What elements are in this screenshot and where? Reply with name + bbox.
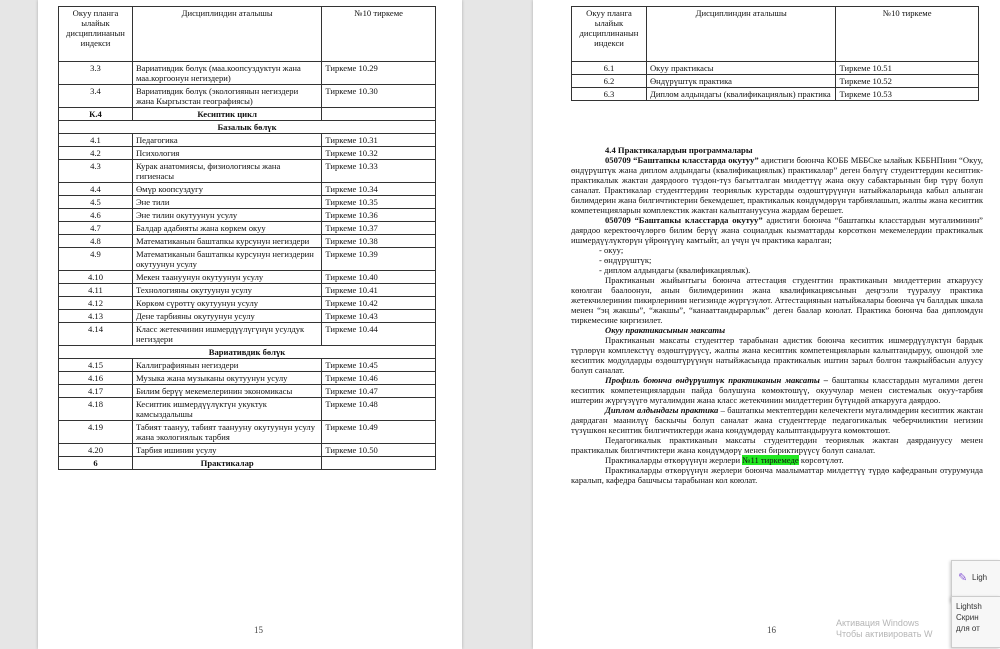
cell-name: Педагогика	[132, 134, 321, 147]
paragraph-text: Практикаларды өткөрүүнүн жерлери	[605, 455, 743, 465]
cell-name: Тарбия ишинин усулу	[132, 444, 321, 457]
table-row	[59, 160, 436, 183]
cell-appendix: Тиркеме 10.29	[322, 62, 436, 85]
cell-appendix: Тиркеме 10.49	[322, 421, 436, 444]
cell-name: Психология	[132, 147, 321, 160]
cell-name: Мекен таануунун окутуунун усулу	[132, 271, 321, 284]
paragraph	[571, 375, 983, 405]
table-row	[59, 310, 436, 323]
cell-name: Өндүрүштүк практика	[646, 75, 836, 88]
cell-index: 4.11	[59, 284, 133, 297]
cell-appendix: Тиркеме 10.35	[322, 196, 436, 209]
table-row	[59, 323, 436, 346]
paragraph-text: адистиги боюнча “баштапкы класстардын мугалиминин” даярдоо керектөөчүлөргө билим берүү жана социалдык кызматтарды көрсөткөн мекемелердин практикалык ишмердүүлүктөрүн үйрөнүүнү камтыйт, ал үчүн үч практика каралган;	[571, 215, 983, 245]
table-row	[59, 297, 436, 310]
table-row	[59, 85, 436, 108]
section-title: Базалык бөлүк	[59, 121, 436, 134]
cell-appendix: Тиркеме 10.46	[322, 372, 436, 385]
cell-appendix: Тиркеме 10.31	[322, 134, 436, 147]
cell-appendix: Тиркеме 10.47	[322, 385, 436, 398]
paragraph	[571, 215, 983, 245]
cell-appendix: Тиркеме 10.32	[322, 147, 436, 160]
cell-index: 4.6	[59, 209, 133, 222]
lightshot-toast[interactable]	[951, 596, 1000, 648]
cell-index: 4.7	[59, 222, 133, 235]
cell-index: 4.16	[59, 372, 133, 385]
cell-name: Вариативдик бөлүк (маа.коопсуздуктун жана маа.коргоонун негиздери)	[132, 62, 321, 85]
cell-index: 4.12	[59, 297, 133, 310]
header-appendix: №10 тиркеме	[322, 7, 436, 62]
cell-appendix: Тиркеме 10.43	[322, 310, 436, 323]
toast-text	[956, 601, 982, 634]
cell-name: Математиканын баштапкы курсунун негиздери	[132, 235, 321, 248]
cell-appendix: Тиркеме 10.51	[836, 62, 979, 75]
cell-index: 4.13	[59, 310, 133, 323]
cell-index: 3.3	[59, 62, 133, 85]
table-section-row	[59, 121, 436, 134]
table-row	[59, 359, 436, 372]
table-cycle-row	[59, 108, 436, 121]
cell-name: Эне тили	[132, 196, 321, 209]
table-row	[59, 62, 436, 85]
cell-index: 4.19	[59, 421, 133, 444]
cell-name: Технологияны окутуунун усулу	[132, 284, 321, 297]
section-heading: 4.4 Практикалардын программалары	[605, 145, 753, 155]
cell-name: Каллиграфиянын негиздери	[132, 359, 321, 372]
paragraph: Практиканын жыйынтыгы боюнча аттестация студенттин практиканын милдеттерин аткаруусу көюлган баалоонун, анын билимдеринин жана квалификациясынын деңгээли түуралуу практика жетекчилеринин пикирлеринин негизинде жүргүзүлөт. Аттестациянын натыйжалары боюнча үч баллдык шкала менен “эң жакшы”, “жакшы”, “канааттандырарлык” деген баалар коюлат. Практика боюнча баа дипломдун тиркемесине киргизилет.	[571, 275, 983, 325]
cell-name: Кесиптик цикл	[132, 108, 321, 121]
header-index: Окуу планга ылайык дисциплинанын индекси	[572, 7, 647, 62]
cell-name: Билим берүү мекемелеринин экономикасы	[132, 385, 321, 398]
cell-appendix: Тиркеме 10.41	[322, 284, 436, 297]
table-row	[59, 372, 436, 385]
table-row	[59, 385, 436, 398]
cell-index: 4.14	[59, 323, 133, 346]
cell-appendix: Тиркеме 10.45	[322, 359, 436, 372]
table-row	[59, 271, 436, 284]
cell-appendix: Тиркеме 10.33	[322, 160, 436, 183]
cell-appendix: Тиркеме 10.44	[322, 323, 436, 346]
specialty-name: 050709 “Баштапкы класстарда окутуу”	[605, 215, 763, 225]
document-page-16	[533, 0, 1000, 649]
paragraph	[571, 405, 983, 435]
paragraph: Практикаларды өткөрүүнүн жерлери боюнча маалыматтар милдеттүү түрдө кафедранын отурумунда каралып, кафедра башчысы тарабынан кол коюлат.	[571, 465, 983, 485]
cell-name: Көркөм сүрөттү окутуунун усулу	[132, 297, 321, 310]
table-row	[59, 235, 436, 248]
feather-icon: ✎	[958, 572, 968, 584]
document-page-15	[38, 0, 462, 649]
subheading: Окуу практикасынын максаты	[605, 325, 726, 335]
table-row	[572, 88, 979, 101]
cell-appendix	[322, 108, 436, 121]
toast-line: Скрин	[956, 613, 979, 622]
table-row	[59, 183, 436, 196]
cell-appendix: Тиркеме 10.36	[322, 209, 436, 222]
cell-name: Математиканын баштапкы курсунун негиздерин окутуунун усулу	[132, 248, 321, 271]
page-number: 15	[254, 625, 263, 635]
cell-appendix: Тиркеме 10.38	[322, 235, 436, 248]
table-row	[59, 421, 436, 444]
cell-appendix: Тиркеме 10.30	[322, 85, 436, 108]
paragraph-text: – баштапкы мектептердин келечектеги мугалимдерин кесиптик жактан даярдаган маанилүү баскычы болуп саналат жана студенттерде педагогикалык чеберчиликтин негизин түзүшкөн кесиптик билгичтиктерди жана көндүмдөрдү калыптандырууга көмөктөшөт.	[571, 405, 983, 435]
cell-appendix: Тиркеме 10.48	[322, 398, 436, 421]
windows-activation-watermark	[836, 618, 932, 640]
cell-index: 4.17	[59, 385, 133, 398]
table-row	[572, 75, 979, 88]
table-header-row	[59, 7, 436, 62]
notification-label: Ligh	[972, 573, 988, 582]
practices-table	[571, 6, 979, 101]
cell-appendix: Тиркеме 10.53	[836, 88, 979, 101]
table-row	[59, 248, 436, 271]
paragraph: Педагогикалык практиканын максаты студенттердин теориялык жактан даярдануусу менен практикалык билгичтиктери жана көндүмдөрү менен бириктирүүсү болуп саналат.	[571, 435, 983, 455]
paragraph	[571, 455, 983, 465]
cell-name: Вариативдик бөлүк (экологиянын негиздери жана Кыргызстан географиясы)	[132, 85, 321, 108]
cell-name: Музыка жана музыканы окутуунун усулу	[132, 372, 321, 385]
cell-appendix: Тиркеме 10.37	[322, 222, 436, 235]
cell-index: К.4	[59, 108, 133, 121]
cell-name: Өмүр коопсуздугу	[132, 183, 321, 196]
cell-appendix: Тиркеме 10.34	[322, 183, 436, 196]
table-row	[59, 284, 436, 297]
cell-index: 6.2	[572, 75, 647, 88]
cell-appendix: Тиркеме 10.40	[322, 271, 436, 284]
paragraph-text: адистиги боюнча КОББ МББСке ылайык КББНПнин “Окуу, өндүрүштүк жана диплом алдындагы (квалификациялык) практикалар” деген бөлүгү студенттердин кесиптик-практикалык жактан даярдоого түздөн-түз багытталган милдеттүү жана окуу сабактарынын бир түрү болуп саналат. Практикалар студенттердин теориялык курстарды өздөштүрүүнүн натыйжаларында кабыл алынган билимдерин жана билгичтиктерин бекемдешет, практикалык көндүмдөрүн тарбиялашып, жалпы жана кесиптик компетенцияларын комплекстик жактан калыптануусуна жардам берешет.	[571, 155, 984, 215]
table-row	[59, 222, 436, 235]
table-row	[59, 196, 436, 209]
page-number: 16	[767, 625, 776, 635]
toast-line: Lightsh	[956, 602, 982, 611]
list-item: - окуу;	[599, 245, 624, 255]
section-title: Вариативдик бөлүк	[59, 346, 436, 359]
cell-index: 4.18	[59, 398, 133, 421]
cell-appendix: Тиркеме 10.42	[322, 297, 436, 310]
list-item: - диплом алдындагы (квалификациялык).	[599, 265, 751, 275]
cell-index: 4.4	[59, 183, 133, 196]
cell-index: 4.10	[59, 271, 133, 284]
cell-name: Дене тарбияны окутуунун усулу	[132, 310, 321, 323]
cell-index: 6.1	[572, 62, 647, 75]
table-header-row	[572, 7, 979, 62]
table-row	[59, 147, 436, 160]
cell-appendix: Тиркеме 10.52	[836, 75, 979, 88]
table-section-row	[59, 346, 436, 359]
cell-name: Эне тилин окутуунун усулу	[132, 209, 321, 222]
cell-index: 4.8	[59, 235, 133, 248]
cell-index: 4.1	[59, 134, 133, 147]
practices-section-text	[571, 145, 983, 485]
cell-index: 3.4	[59, 85, 133, 108]
cell-name: Окуу практикасы	[646, 62, 836, 75]
cell-index: 6	[59, 457, 133, 470]
cell-name: Класс жетекчинин ишмердүүлүгүнүн усулдук негиздери	[132, 323, 321, 346]
cell-name: Практикалар	[132, 457, 321, 470]
paragraph-lead: Профиль боюнча өндүрүштүк практиканын максаты –	[605, 375, 829, 385]
cell-index: 4.9	[59, 248, 133, 271]
watermark-line: Чтобы активировать W	[836, 629, 933, 639]
cell-name: Табият таануу, табият таанууну окутуунун усулу жана экологиялык тарбия	[132, 421, 321, 444]
cell-name: Курак анатомиясы, физиологиясы жана гигиенасы	[132, 160, 321, 183]
paragraph-text: баштапкы класстардын мугалими деген кесиптик компетенциялардын пайда болушуна көмөктөшүү, окуучулар менен системалык окуу-тарбия иштерин жүргүзүүгө мугалимдин жана класс жетекчинин милдеттерин бүтүндөй аткарууга даярдоо.	[571, 375, 984, 405]
header-name: Дисциплиндин аталышы	[646, 7, 836, 62]
disciplines-table	[58, 6, 436, 470]
table-row	[59, 398, 436, 421]
cell-appendix: Тиркеме 10.50	[322, 444, 436, 457]
header-name: Дисциплиндин аталышы	[132, 7, 321, 62]
paragraph-text: көрсөтүлөт.	[798, 455, 844, 465]
toast-line: для от	[956, 624, 980, 633]
watermark-line: Активация Windows	[836, 618, 919, 628]
paragraph	[571, 155, 983, 215]
paragraph-lead: Диплом алдындагы практика	[605, 405, 719, 415]
cell-index: 4.3	[59, 160, 133, 183]
highlighted-text[interactable]: №11 тиркемеде	[742, 455, 799, 465]
cell-index: 4.15	[59, 359, 133, 372]
cell-index: 4.5	[59, 196, 133, 209]
cell-name: Балдар адабияты жана көркем окуу	[132, 222, 321, 235]
table-row	[59, 134, 436, 147]
header-appendix: №10 тиркеме	[836, 7, 979, 62]
cell-name: Диплом алдындагы (квалификациялык) практика	[646, 88, 836, 101]
table-cycle-row	[59, 457, 436, 470]
header-index: Окуу планга ылайык дисциплинанын индекси	[59, 7, 133, 62]
specialty-name: 050709 “Баштапкы класстарда окутуу”	[605, 155, 759, 165]
table-row	[59, 444, 436, 457]
cell-index: 6.3	[572, 88, 647, 101]
cell-appendix: Тиркеме 10.39	[322, 248, 436, 271]
paragraph: Практиканын максаты студенттер тарабынан адистик боюнча кесиптик ишмердүүлүктүн бардык түрлөрүн комплекстүү өздөштүрүүсү, жалпы жана кесиптик компетенцияларын калыптандыруу, ошондой эле кесиптик модулдарды өздөштүрүүнүн натыйжасында практикалык иштин зарыл болгон тажрыйбасын алуусу болуп саналат.	[571, 335, 983, 375]
table-row	[572, 62, 979, 75]
list-item: - өндүрүштүк;	[599, 255, 652, 265]
cell-index: 4.20	[59, 444, 133, 457]
cell-index: 4.2	[59, 147, 133, 160]
cell-appendix	[322, 457, 436, 470]
cell-name: Кесиптик ишмердүүлүктүн укуктук камсыздалышы	[132, 398, 321, 421]
table-row	[59, 209, 436, 222]
